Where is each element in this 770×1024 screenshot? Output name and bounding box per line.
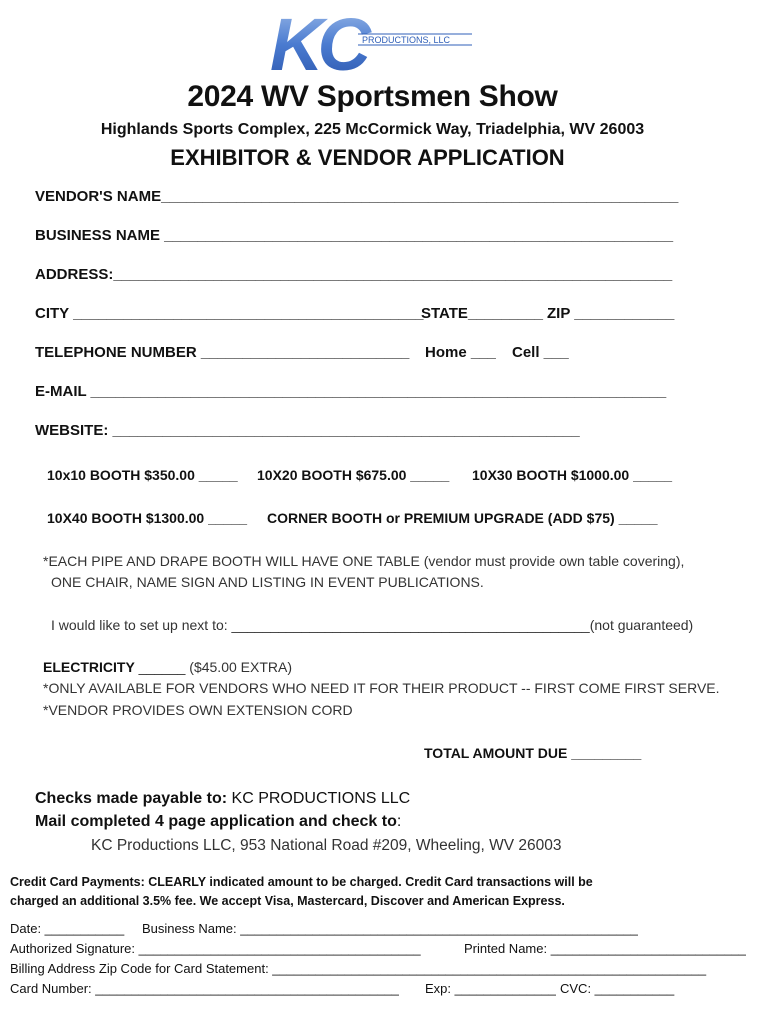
booth-10x30-option[interactable]: 10X30 BOOTH $1000.00 _____ xyxy=(472,467,673,483)
setup-next-to-field[interactable]: I would like to set up next to: ______________________________________________(not guaranteed) xyxy=(51,617,694,633)
cc-date-field[interactable]: Date: ___________ xyxy=(10,921,125,936)
electricity-label: ELECTRICITY xyxy=(43,659,135,675)
vendor-name-field[interactable]: VENDOR'S NAME______________________________________________________________ xyxy=(35,188,679,205)
zip-field[interactable]: ZIP ____________ xyxy=(547,305,675,322)
electricity-note-2: *VENDOR PROVIDES OWN EXTENSION CORD xyxy=(43,702,353,718)
cc-cvc-field[interactable]: CVC: ___________ xyxy=(560,981,675,996)
home-phone-checkbox[interactable]: Home ___ xyxy=(425,344,496,361)
checks-label: Checks made payable to: xyxy=(35,790,228,807)
cc-signature-field[interactable]: Authorized Signature: _______________________________________ xyxy=(10,941,421,956)
electricity-blank: ______ ($45.00 EXTRA) xyxy=(134,659,292,675)
pipe-drape-note: *EACH PIPE AND DRAPE BOOTH WILL HAVE ONE TABLE (vendor must provide own table covering), xyxy=(43,553,685,569)
checks-payee: KC PRODUCTIONS LLC xyxy=(227,790,411,807)
corner-booth-option[interactable]: CORNER BOOTH or PREMIUM UPGRADE (ADD $75) _____ xyxy=(267,510,658,526)
electricity-option[interactable] xyxy=(43,659,292,675)
cc-printed-name-field[interactable]: Printed Name: ___________________________ xyxy=(464,941,746,956)
website-field[interactable]: WEBSITE: ________________________________________________________ xyxy=(35,422,580,439)
electricity-note-1: *ONLY AVAILABLE FOR VENDORS WHO NEED IT FOR THEIR PRODUCT -- FIRST COME FIRST SERVE. xyxy=(43,680,720,696)
cc-business-name-field[interactable]: Business Name: _______________________________________________________ xyxy=(142,921,638,936)
kc-productions-logo xyxy=(270,8,480,74)
credit-card-note-2: charged an additional 3.5% fee. We accept Visa, Mastercard, Discover and American Express. xyxy=(10,894,565,908)
cc-exp-field[interactable]: Exp: ______________ xyxy=(425,981,556,996)
booth-10x20-option[interactable]: 10X20 BOOTH $675.00 _____ xyxy=(257,467,450,483)
credit-card-note-1: Credit Card Payments: CLEARLY indicated amount to be charged. Credit Card transactions will be xyxy=(10,875,593,889)
logo-letters: KC xyxy=(270,8,365,74)
cc-zip-field[interactable]: Billing Address Zip Code for Card Statement: ____________________________________________________________ xyxy=(10,961,707,976)
state-field[interactable]: STATE_________ xyxy=(421,305,544,322)
booth-10x10-option[interactable]: 10x10 BOOTH $350.00 _____ xyxy=(47,467,238,483)
cell-phone-checkbox[interactable]: Cell ___ xyxy=(512,344,569,361)
address-field[interactable]: ADDRESS:___________________________________________________________________ xyxy=(35,266,673,283)
pipe-drape-note-2: ONE CHAIR, NAME SIGN AND LISTING IN EVENT PUBLICATIONS. xyxy=(51,574,484,590)
form-title: EXHIBITOR & VENDOR APPLICATION xyxy=(170,145,565,170)
page-title: 2024 WV Sportsmen Show xyxy=(187,80,558,113)
mail-address: KC Productions LLC, 953 National Road #209, Wheeling, WV 26003 xyxy=(91,837,562,854)
cc-card-number-field[interactable]: Card Number: __________________________________________ xyxy=(10,981,399,996)
telephone-field[interactable]: TELEPHONE NUMBER _________________________ xyxy=(35,344,410,361)
checks-payable xyxy=(35,790,410,808)
email-field[interactable]: E-MAIL _____________________________________________________________________ xyxy=(35,383,667,400)
mail-instructions: Mail completed 4 page application and check to: xyxy=(35,813,402,830)
city-field[interactable]: CITY __________________________________________ xyxy=(35,305,424,322)
logo-subtext: PRODUCTIONS, LLC xyxy=(362,35,451,45)
booth-10x40-option[interactable]: 10X40 BOOTH $1300.00 _____ xyxy=(47,510,248,526)
business-name-field[interactable]: BUSINESS NAME _____________________________________________________________ xyxy=(35,227,674,244)
mail-label: Mail completed 4 page application and check to xyxy=(35,813,397,830)
total-amount-due[interactable]: TOTAL AMOUNT DUE _________ xyxy=(424,745,642,761)
venue-address: Highlands Sports Complex, 225 McCormick Way, Triadelphia, WV 26003 xyxy=(100,121,645,138)
